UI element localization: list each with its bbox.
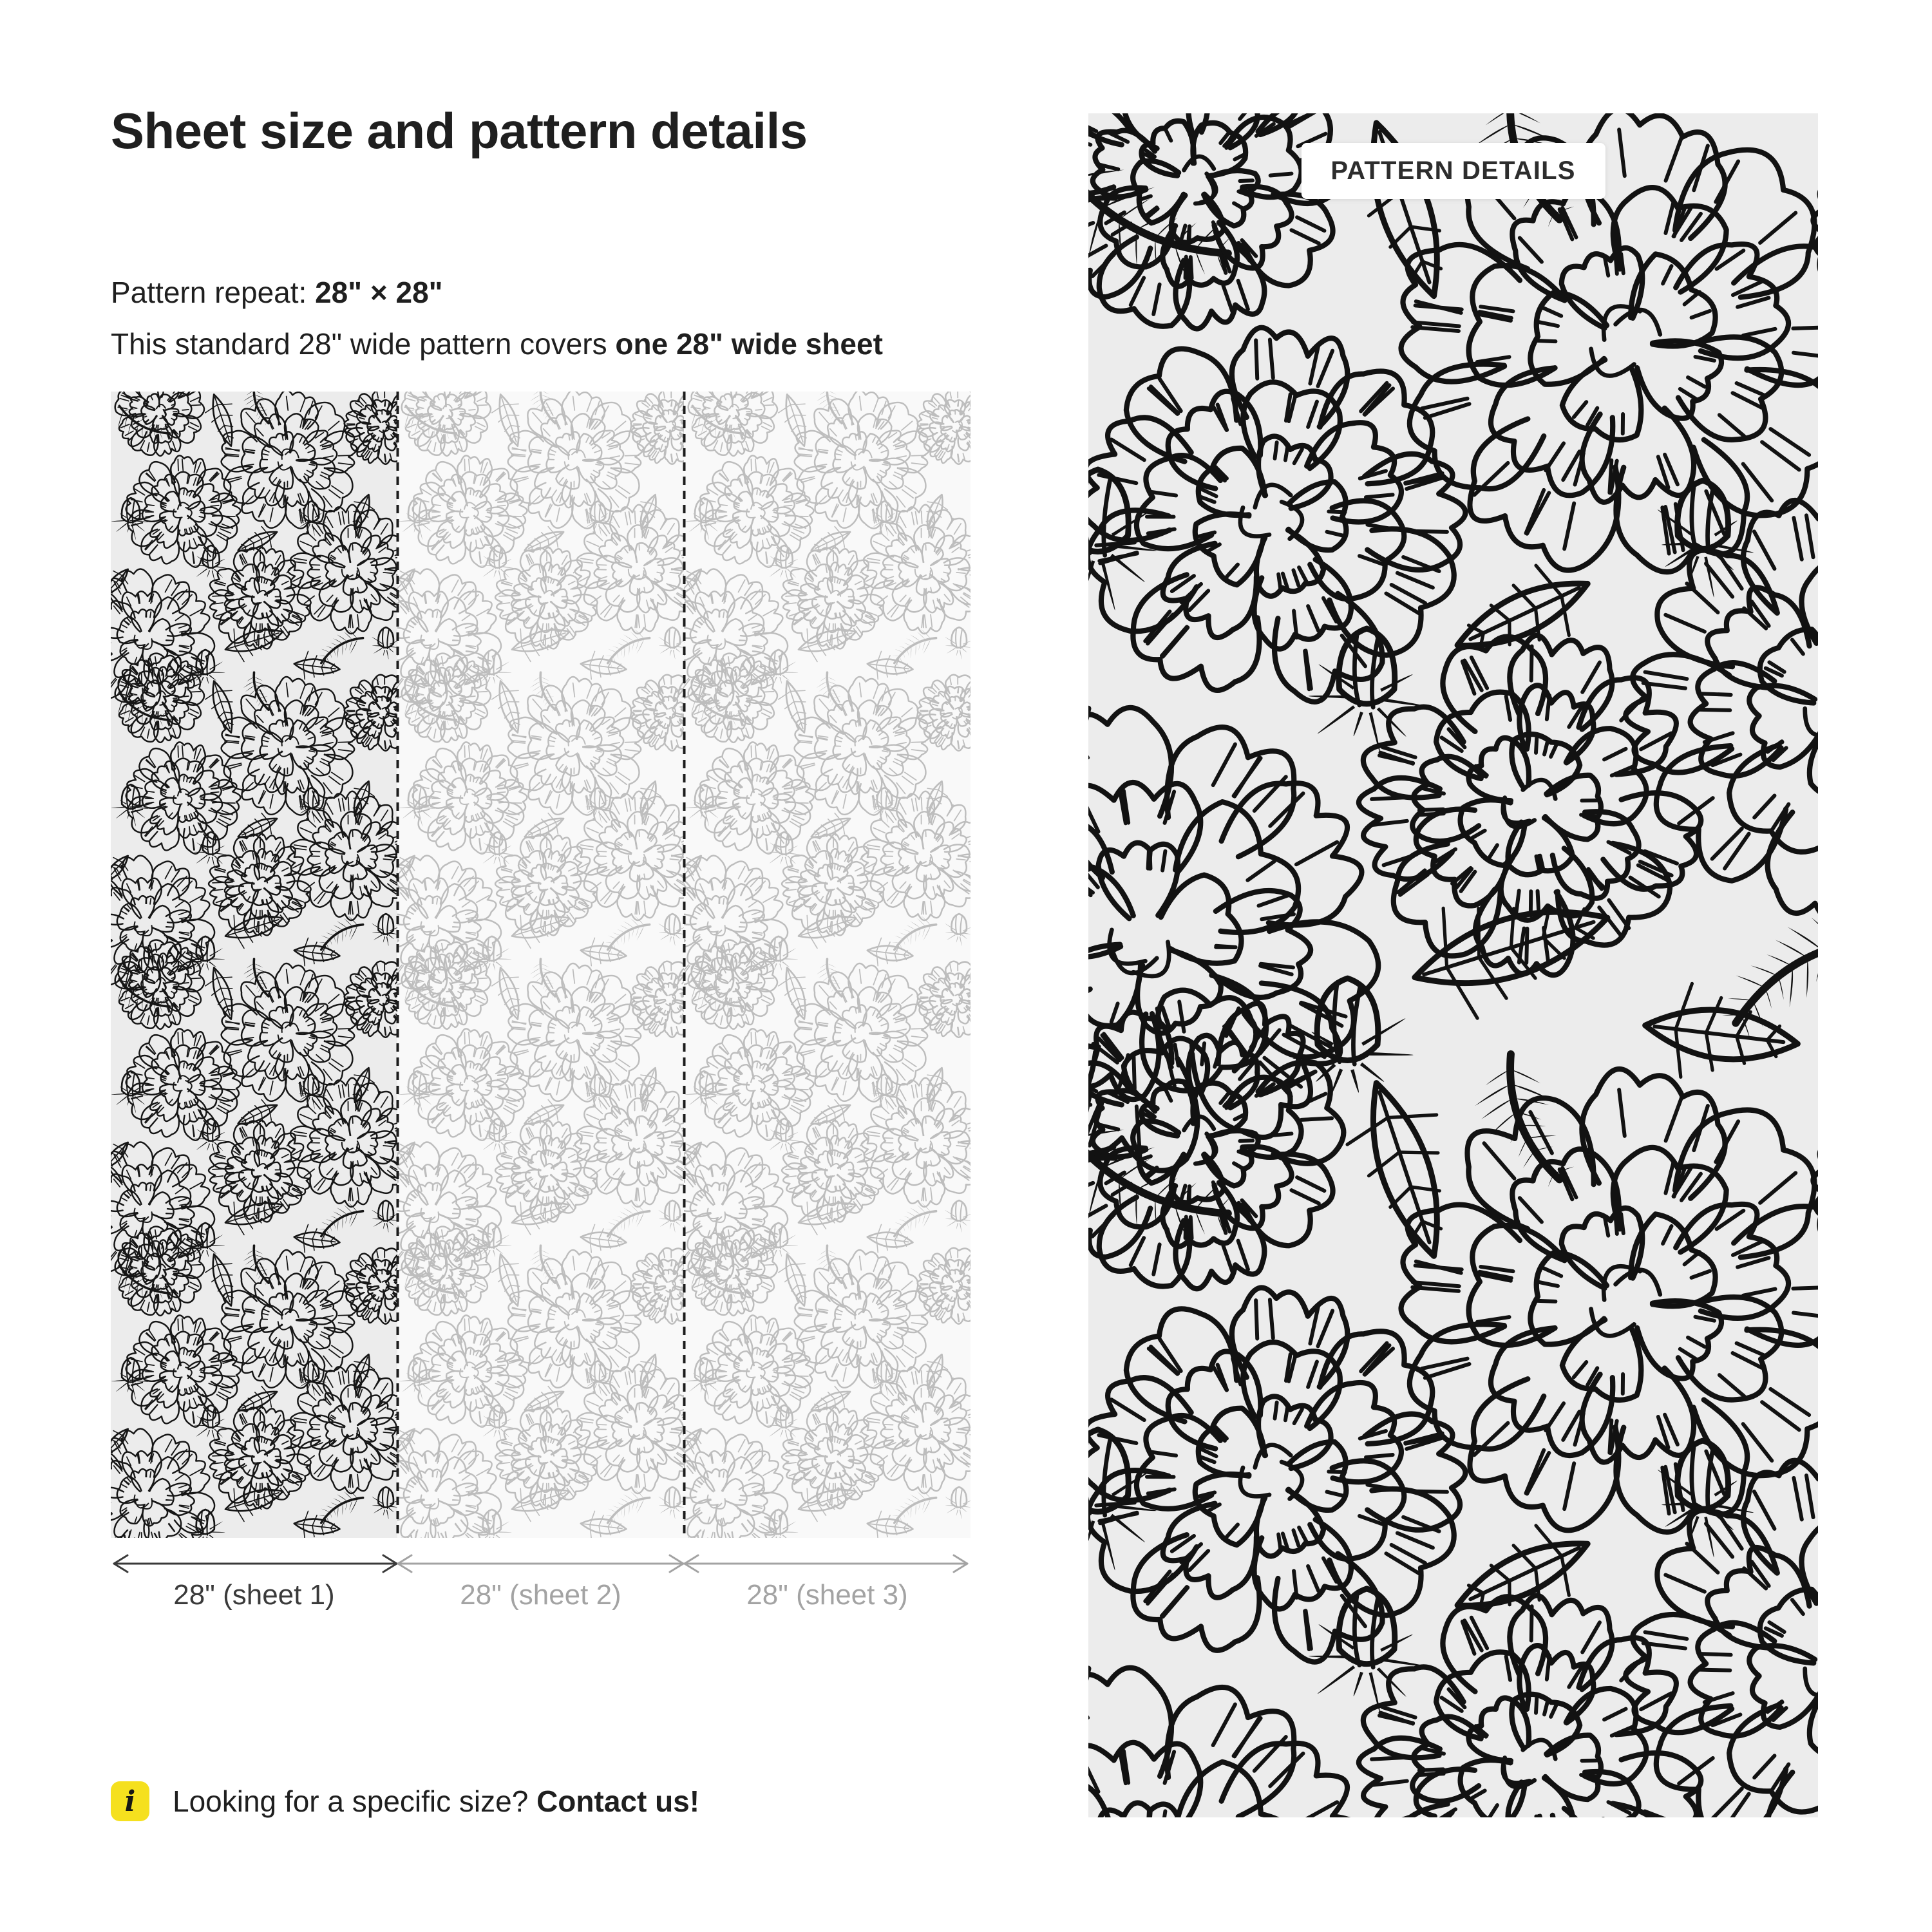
sheet-label-1: 28" (sheet 1) [173,1579,335,1611]
pattern-preview-panel [1088,113,1818,1817]
pattern-sheet-2 [397,392,684,1538]
peony-pattern-sheet-3-svg [684,392,971,1538]
coverage-line [111,327,883,361]
sheet-labels [111,1579,971,1611]
info-text-wrap [173,1784,699,1819]
peony-pattern-zoom-svg [1088,113,1818,1817]
page-title: Sheet size and pattern details [111,102,808,159]
sheet-label-2: 28" (sheet 2) [460,1579,621,1611]
width-measure-arrows [111,1548,971,1579]
peony-pattern-sheet-2-svg [397,392,684,1538]
coverage-bold: one 28" wide sheet [615,327,883,361]
sheet-width-diagram [111,392,971,1538]
sheet-label-3: 28" (sheet 3) [746,1579,908,1611]
pattern-repeat-value: 28" × 28" [315,276,443,309]
sheet-row [111,392,971,1538]
arrow-sheet-3 [685,1555,967,1572]
info-row [111,1781,699,1821]
pattern-repeat-label: Pattern repeat: [111,276,307,309]
arrow-sheet-1 [114,1555,397,1572]
peony-pattern-sheet-1-svg [111,392,397,1538]
info-text: Looking for a specific size? [173,1785,529,1818]
pattern-repeat-line [111,276,442,310]
info-icon: i [111,1781,149,1821]
arrow-sheet-2 [398,1555,683,1572]
contact-us-link[interactable]: Contact us! [536,1785,700,1818]
coverage-text: This standard 28" wide pattern covers [111,327,607,361]
pattern-sheet-1 [111,392,397,1538]
pattern-sheet-3 [684,392,971,1538]
pattern-details-badge: PATTERN DETAILS [1301,143,1605,199]
